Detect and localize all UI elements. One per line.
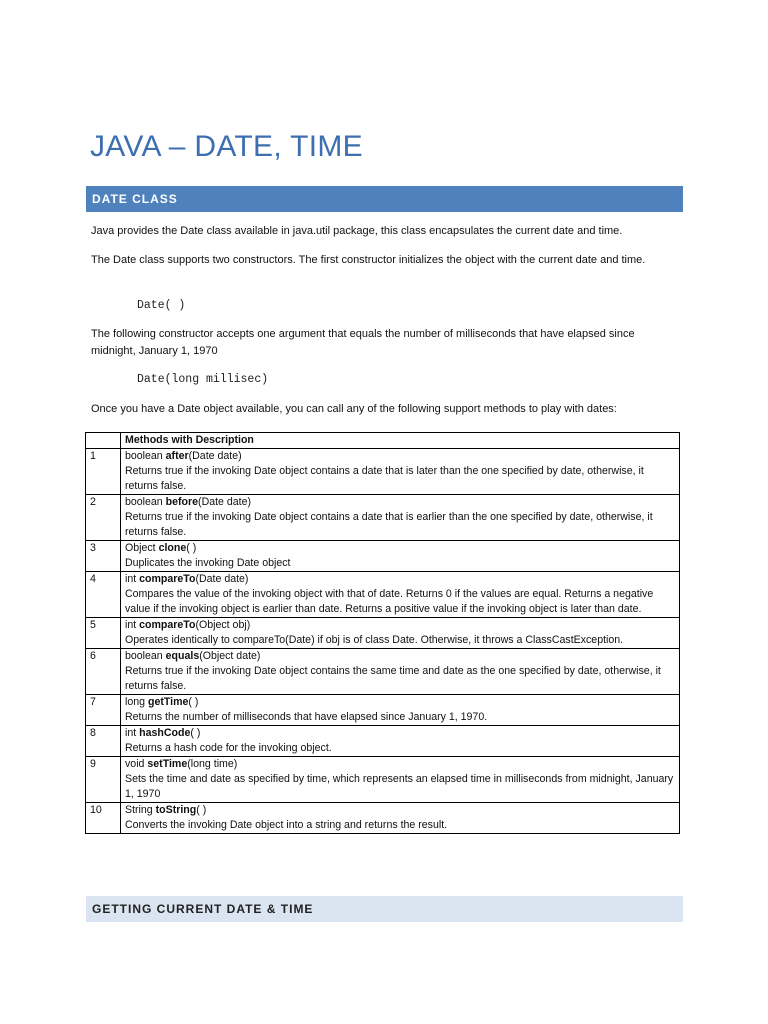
method-name: before	[165, 496, 199, 508]
table-header-number	[86, 433, 121, 449]
method-return-type: int	[125, 619, 140, 631]
table-row	[86, 618, 680, 649]
method-return-type: long	[125, 696, 148, 708]
method-description: Returns a hash code for the invoking object.	[125, 742, 332, 754]
table-row	[86, 495, 680, 541]
code-snippet-date: Date( )	[137, 299, 186, 312]
method-name: setTime	[147, 758, 188, 770]
method-signature	[125, 572, 677, 587]
section-heading-label: GETTING CURRENT DATE & TIME	[92, 902, 314, 916]
table-row	[86, 449, 680, 495]
method-args: (Date date)	[195, 573, 249, 585]
method-cell	[121, 803, 680, 834]
method-name: hashCode	[139, 727, 191, 739]
method-description: Returns true if the invoking Date object contains a date that is earlier than the one specified by date, otherwise, it returns false.	[125, 511, 653, 538]
method-description: Operates identically to compareTo(Date) if obj is of class Date. Otherwise, it throws a ClassCastException.	[125, 634, 624, 646]
method-cell	[121, 618, 680, 649]
method-args: (Date date)	[198, 496, 252, 508]
method-return-type: String	[125, 804, 156, 816]
section-heading-current-date-time	[86, 896, 683, 922]
method-cell	[121, 572, 680, 618]
method-args: (Object obj)	[195, 619, 251, 631]
method-cell	[121, 541, 680, 572]
method-args: (Date date)	[188, 450, 242, 462]
method-number: 4	[86, 572, 121, 618]
method-return-type: boolean	[125, 450, 166, 462]
paragraph-intro: Java provides the Date class available in java.util package, this class encapsulates the current date and time.	[91, 225, 623, 237]
method-args: ( )	[190, 727, 201, 739]
method-description: Returns the number of milliseconds that have elapsed since January 1, 1970.	[125, 711, 488, 723]
method-return-type: int	[125, 573, 140, 585]
table-row	[86, 541, 680, 572]
method-cell	[121, 726, 680, 757]
method-signature	[125, 495, 677, 510]
method-description: Converts the invoking Date object into a string and returns the result.	[125, 819, 448, 831]
method-cell	[121, 695, 680, 726]
method-cell	[121, 649, 680, 695]
method-args: ( )	[186, 542, 197, 554]
method-args: ( )	[196, 804, 207, 816]
method-args: (long time)	[187, 758, 238, 770]
method-signature	[125, 803, 677, 818]
method-number: 1	[86, 449, 121, 495]
method-description: Compares the value of the invoking object with that of date. Returns 0 if the values are equal. Returns a negative value if the invoking object is earlier than date. Returns a positive value if the invoking object is later than date.	[125, 588, 654, 615]
method-args: ( )	[188, 696, 199, 708]
methods-table	[85, 432, 680, 834]
method-signature	[125, 695, 677, 710]
table-header-row	[86, 433, 680, 449]
method-return-type: boolean	[125, 496, 166, 508]
method-signature	[125, 757, 677, 772]
method-cell	[121, 757, 680, 803]
method-number: 8	[86, 726, 121, 757]
method-description: Returns true if the invoking Date object contains the same time and date as the one specified by date, otherwise, it returns false.	[125, 665, 661, 692]
method-cell	[121, 449, 680, 495]
method-name: toString	[155, 804, 197, 816]
method-name: equals	[165, 650, 200, 662]
method-description: Duplicates the invoking Date object	[125, 557, 291, 569]
code-snippet-date-millisec: Date(long millisec)	[137, 373, 269, 386]
method-name: compareTo	[139, 573, 196, 585]
method-number: 3	[86, 541, 121, 572]
method-number: 2	[86, 495, 121, 541]
method-description: Returns true if the invoking Date object contains a date that is later than the one specified by date, otherwise, it returns false.	[125, 465, 644, 492]
table-row	[86, 726, 680, 757]
method-signature	[125, 726, 677, 741]
method-name: getTime	[147, 696, 189, 708]
method-number: 9	[86, 757, 121, 803]
table-row	[86, 572, 680, 618]
method-description: Sets the time and date as specified by time, which represents an elapsed time in milliseconds from midnight, January 1, 1970	[125, 773, 674, 800]
method-signature	[125, 541, 677, 556]
method-cell	[121, 495, 680, 541]
table-header-description: Methods with Description	[121, 433, 680, 449]
method-number: 10	[86, 803, 121, 834]
method-return-type: int	[125, 727, 140, 739]
method-name: compareTo	[139, 619, 196, 631]
method-return-type: Object	[125, 542, 159, 554]
section-heading-date-class	[86, 186, 683, 212]
method-number: 5	[86, 618, 121, 649]
method-return-type: void	[125, 758, 148, 770]
paragraph-constructors: The Date class supports two constructors. The first constructor initializes the object with the current date and time.	[91, 254, 646, 266]
method-name: clone	[158, 542, 187, 554]
method-return-type: boolean	[125, 650, 166, 662]
table-row	[86, 695, 680, 726]
table-row	[86, 649, 680, 695]
method-signature	[125, 449, 677, 464]
paragraph-methods-intro: Once you have a Date object available, you can call any of the following support methods to play with dates:	[91, 403, 617, 415]
page-title: JAVA – DATE, TIME	[90, 130, 363, 163]
table-row	[86, 803, 680, 834]
paragraph-second-constructor: The following constructor accepts one argument that equals the number of milliseconds that have elapsed since midnight, January 1, 1970	[91, 328, 635, 357]
method-name: after	[165, 450, 189, 462]
method-signature	[125, 618, 677, 633]
method-signature	[125, 649, 677, 664]
method-number: 7	[86, 695, 121, 726]
table-row	[86, 757, 680, 803]
method-number: 6	[86, 649, 121, 695]
section-heading-label: DATE CLASS	[92, 192, 178, 206]
method-args: (Object date)	[199, 650, 261, 662]
